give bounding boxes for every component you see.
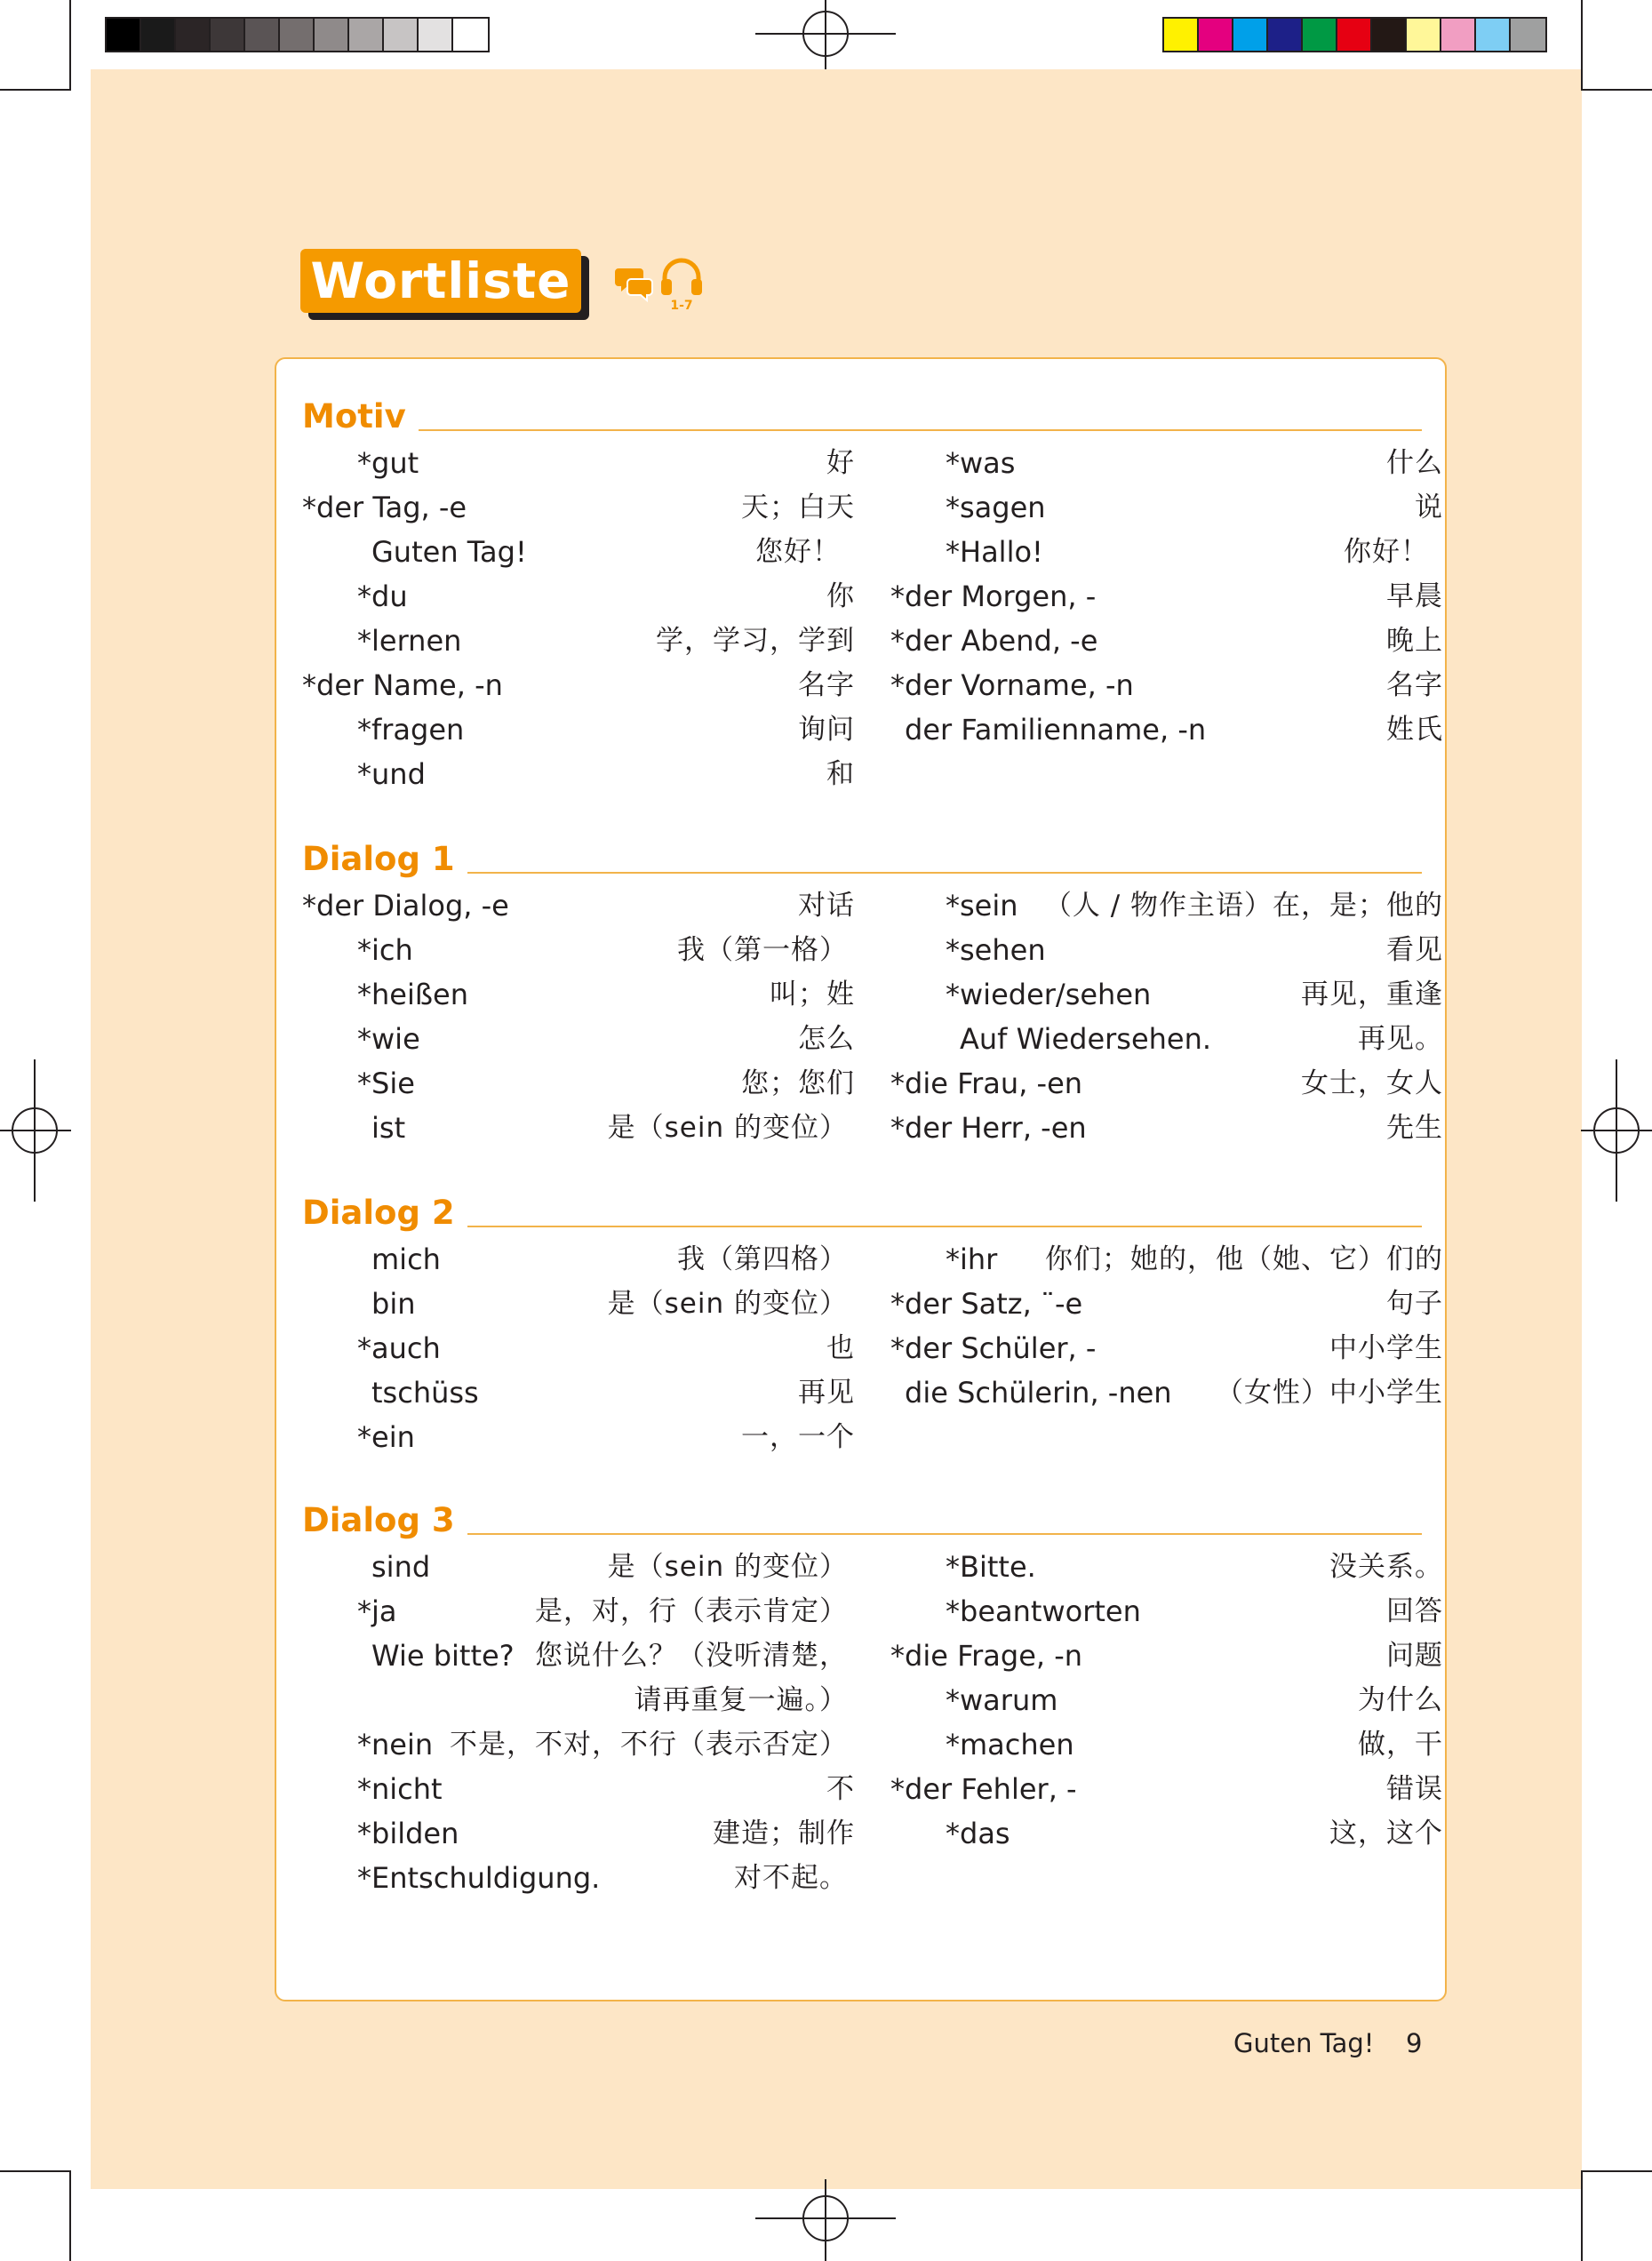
list-item: *nicht 不	[357, 1772, 855, 1806]
list-item: bin 是（sein 的变位）	[371, 1287, 848, 1321]
list-item: *du 你	[357, 579, 855, 613]
list-item: *lernen 学，学习，学到	[357, 624, 855, 658]
list-item: *der Vorname, -n 名字	[890, 668, 1443, 702]
list-item: tschüss 再见	[371, 1376, 855, 1410]
list-item: *das 这，这个	[946, 1817, 1443, 1850]
section-title: Dialog 2	[302, 1194, 455, 1232]
dialog-1-left-column	[302, 883, 855, 1150]
list-item: *der Fehler, - 错误	[890, 1772, 1443, 1806]
chat-bubbles-icon	[615, 263, 654, 302]
vocabulary-panel	[275, 357, 1447, 2001]
list-item: *was 什么	[946, 446, 1443, 480]
dialog-3-left-column	[302, 1545, 855, 1900]
list-item: *Hallo! 你好！	[946, 535, 1429, 569]
list-item: *sagen 说	[946, 491, 1443, 524]
list-item: sind 是（sein 的变位）	[371, 1550, 848, 1584]
page-title: Wortliste	[310, 252, 571, 309]
list-item: *der Herr, -en 先生	[890, 1111, 1443, 1145]
list-item: *ja 是，对，行（表示肯定）	[357, 1594, 848, 1628]
list-item: *der Morgen, - 早晨	[890, 579, 1443, 613]
dialog-3-right-column	[890, 1545, 1443, 1856]
list-item: *beantworten 回答	[946, 1594, 1443, 1628]
list-item: *der Schüler, - 中小学生	[890, 1331, 1443, 1365]
list-item: *gut 好	[357, 446, 855, 480]
list-item: *fragen 询问	[357, 713, 855, 747]
list-item: *bilden 建造；制作	[357, 1817, 855, 1850]
list-item: *die Frau, -en 女士，女人	[890, 1067, 1443, 1100]
dialog-2-left-column	[302, 1237, 855, 1459]
list-item: *der Satz, ¨-e 句子	[890, 1287, 1443, 1321]
page-number: 9	[1406, 2028, 1423, 2058]
list-item: *sein （人 / 物作主语）在，是；他的	[946, 889, 1443, 923]
list-item: mich 我（第四格）	[371, 1242, 848, 1276]
list-item: Guten Tag! 您好！	[371, 535, 841, 569]
list-item: *ein 一，一个	[357, 1420, 855, 1454]
dialog-2-right-column	[890, 1237, 1443, 1415]
section-title: Dialog 3	[302, 1501, 455, 1539]
headphones-icon[interactable]	[659, 256, 704, 311]
list-item: Wie bitte? 您说什么？（没听清楚，	[371, 1639, 848, 1673]
list-item: der Familienname, -n 姓氏	[905, 713, 1443, 747]
audio-track-label: 1-7	[670, 299, 693, 311]
list-item: *der Name, -n 名字	[302, 668, 855, 702]
list-item: *nein 不是，不对，不行（表示否定）	[357, 1728, 848, 1762]
section-heading-motiv	[302, 397, 1422, 435]
motiv-right-column	[890, 441, 1443, 752]
motiv-left-column	[302, 441, 855, 796]
list-item: *heißen 叫；姓	[357, 978, 855, 1011]
list-item: *der Tag, -e 天；白天	[302, 491, 855, 524]
section-heading-dialog-2	[302, 1194, 1422, 1232]
list-item: *sehen 看见	[946, 933, 1443, 967]
list-item: *und 和	[357, 757, 855, 791]
section-heading-dialog-1	[302, 840, 1422, 878]
dialog-1-right-column	[890, 883, 1443, 1150]
running-title: Guten Tag!	[1233, 2028, 1375, 2058]
list-item: *Entschuldigung. 对不起。	[357, 1861, 848, 1895]
list-item: *wie 怎么	[357, 1022, 855, 1056]
list-item: *der Dialog, -e 对话	[302, 889, 855, 923]
section-title: Motiv	[302, 397, 406, 435]
list-item: die Schülerin, -nen （女性）中小学生	[905, 1376, 1443, 1410]
list-item: *machen 做，干	[946, 1728, 1443, 1762]
list-item: Auf Wiedersehen. 再见。	[960, 1022, 1443, 1056]
list-item: *Sie 您；您们	[357, 1067, 855, 1100]
list-item: *wieder/sehen 再见，重逢	[946, 978, 1443, 1011]
list-item: *Bitte. 没关系。	[946, 1550, 1443, 1584]
list-item: *die Frage, -n 问题	[890, 1639, 1443, 1673]
wortliste-title-box	[300, 249, 581, 313]
list-item: 请再重复一遍。）	[634, 1684, 848, 1716]
list-item: ist 是（sein 的变位）	[371, 1111, 848, 1145]
list-item: *der Abend, -e 晚上	[890, 624, 1443, 658]
section-heading-dialog-3	[302, 1501, 1422, 1539]
section-title: Dialog 1	[302, 840, 455, 878]
list-item: *auch 也	[357, 1331, 855, 1365]
list-item: *warum 为什么	[946, 1683, 1443, 1717]
list-item: *ihr 你们；她的，他（她、它）们的	[946, 1242, 1443, 1276]
list-item: *ich 我（第一格）	[357, 933, 848, 967]
